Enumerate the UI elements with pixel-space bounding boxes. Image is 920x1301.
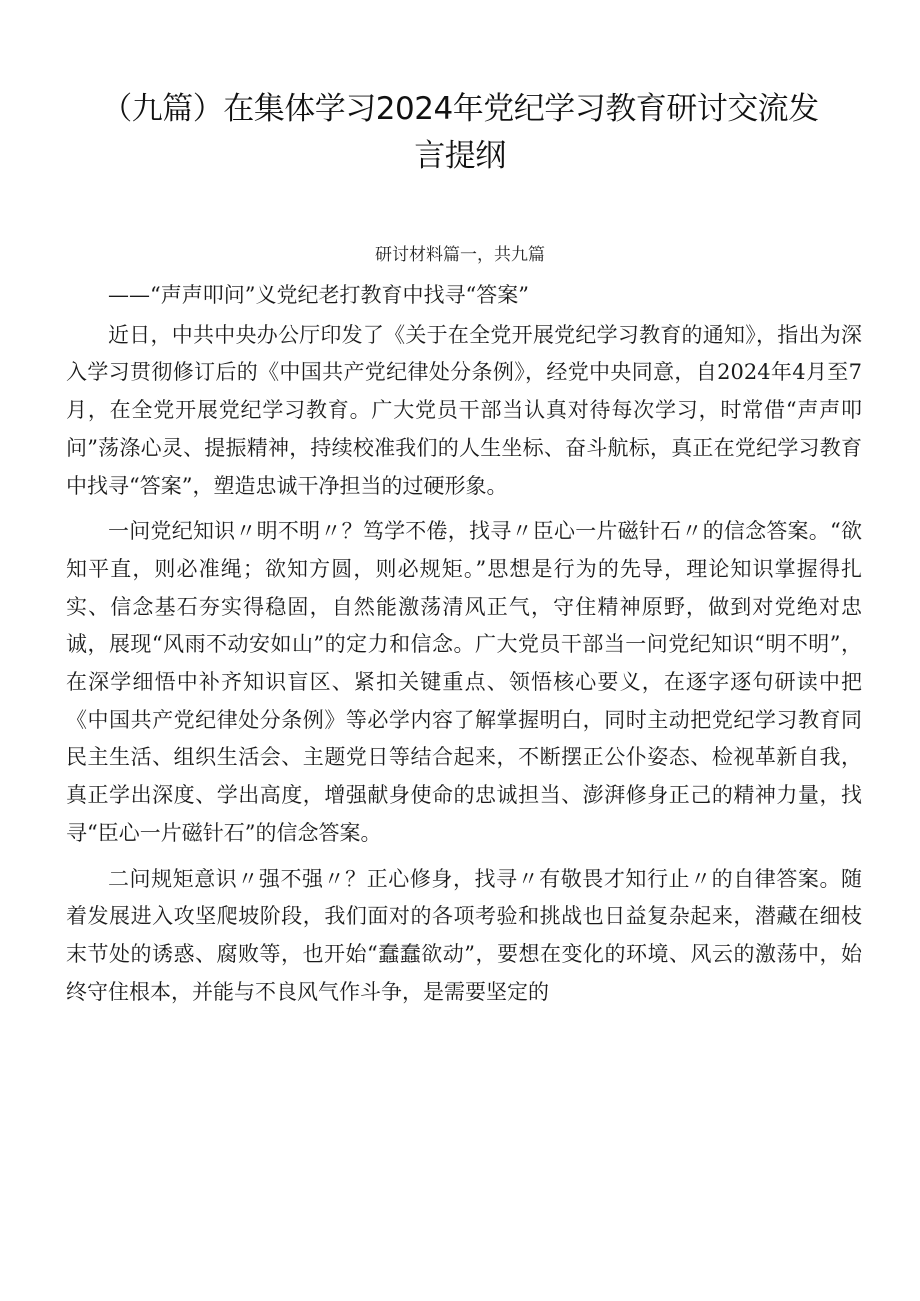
document-subtitle: 研讨材料篇一，共九篇 — [375, 245, 545, 265]
paragraph: 近日，中共中央办公厅印发了《关于在全党开展党纪学习教育的通知》，指出为深入学习贯彻修订后的《中国共产党纪律处分条例》，经党中央同意，自2024年4月至7月，在全党开展党纪学习教育。广大党员干部当认真对待每次学习，时常借“声声叩问”荡涤心灵、提振精神，持续校准我们的人生坐标、奋斗航标，真正在党纪学习教育中找寻“答案”，塑造忠诚干净担当的过硬形象。 — [66, 322, 862, 498]
paragraph-subheading: ——“声声叩问”义党纪老打教育中找寻“答案” — [108, 283, 529, 307]
document-title — [60, 86, 860, 180]
title-line-1: （九篇）在集体学习2024年党纪学习教育研讨交流发 — [101, 91, 819, 127]
document-body — [66, 277, 862, 1011]
paragraph: 一问党纪知识〃明不明〃？笃学不倦，找寻〃臣心一片磁针石〃的信念答案。“欲知平直，则必准绳；欲知方圆，则必规矩。”思想是行为的先导，理论知识掌握得扎实、信念基石夯实得稳固，自然能激荡清风正气，守住精神原野，做到对党绝对忠诚，展现“风雨不动安如山”的定力和信念。广大党员干部当一问党纪知识“明不明”，在深学细悟中补齐知识盲区、紧扣关键重点、领悟核心要义，在逐字逐句研读中把《中国共产党纪律处分条例》等必学内容了解掌握明白，同时主动把党纪学习教育同民主生活、组织生活会、主题党日等结合起来，不断摆正公仆姿态、检视革新自我，真正学出深度、学出高度，增强献身使命的忠诚担当、澎湃修身正己的精神力量，找寻“臣心一片磁针石”的信念答案。 — [66, 519, 862, 845]
title-line-2: 言提纲 — [414, 138, 506, 174]
paragraph: 二问规矩意识〃强不强〃？正心修身，找寻〃有敬畏才知行止〃的自律答案。随着发展进入攻坚爬坡阶段，我们面对的各项考验和挑战也日益复杂起来，潜藏在细枝末节处的诱惑、腐败等，也开始“蠢蠢欲动”，要想在变化的环境、风云的激荡中，始终守住根本，并能与不良风气作斗争，是需要坚定的 — [66, 866, 862, 1004]
